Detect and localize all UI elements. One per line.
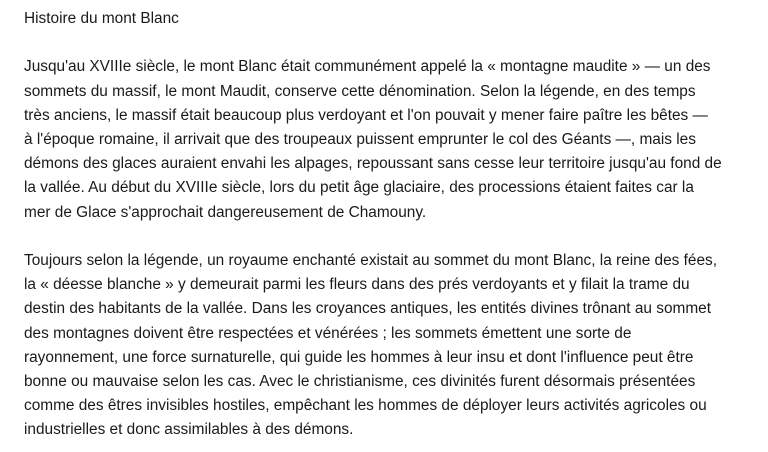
- paragraph-line: mer de Glace s'approchait dangereusement de Chamouny.: [24, 203, 427, 221]
- paragraph-line: des montagnes doivent être respectées et vénérées ; les sommets émettent une sorte de: [24, 324, 632, 342]
- paragraph-line: bonne ou mauvaise selon les cas. Avec le christianisme, ces divinités furent désormais présentées: [24, 373, 696, 391]
- paragraph-2: [24, 249, 758, 443]
- paragraph-line: très anciens, le massif était beaucoup plus verdoyant et l'on pouvait y mener faire paître les bêtes —: [24, 106, 708, 124]
- paragraph-line: démons des glaces auraient envahi les alpages, repoussant sans cesse leur territoire jusqu'au fond de: [24, 155, 722, 173]
- paragraph-line: Toujours selon la légende, un royaume enchanté existait au sommet du mont Blanc, la reine des fées,: [24, 252, 717, 269]
- paragraph-line: la « déesse blanche » y demeurait parmi les fleurs dans des prés verdoyants et y filait la trame du: [24, 276, 690, 294]
- paragraph-line: rayonnement, une force surnaturelle, qui guide les hommes à leur insu et dont l'influence peut être: [24, 348, 694, 366]
- paragraph-line: sommets du massif, le mont Maudit, conserve cette dénomination. Selon la légende, en des temps: [24, 82, 696, 100]
- document-title: Histoire du mont Blanc: [24, 10, 179, 27]
- paragraph-line: Jusqu'au XVIIIe siècle, le mont Blanc était communément appelé la « montagne maudite » — un des: [24, 58, 711, 76]
- paragraph-line: à l'époque romaine, il arrivait que des troupeaux puissent emprunter le col des Géants —, mais les: [24, 131, 696, 148]
- paragraph-1: [24, 55, 758, 224]
- paragraph-line: destin des habitants de la vallée. Dans les croyances antiques, les entités divines trônant au sommet: [24, 300, 711, 318]
- paragraph-line: la vallée. Au début du XVIIIe siècle, lors du petit âge glaciaire, des processions étaient faites car la: [24, 179, 694, 197]
- paragraph-line: comme des êtres invisibles hostiles, empêchant les hommes de déployer leurs activités agricoles ou: [24, 397, 707, 415]
- paragraph-line: industrielles et donc assimilables à des démons.: [24, 421, 354, 439]
